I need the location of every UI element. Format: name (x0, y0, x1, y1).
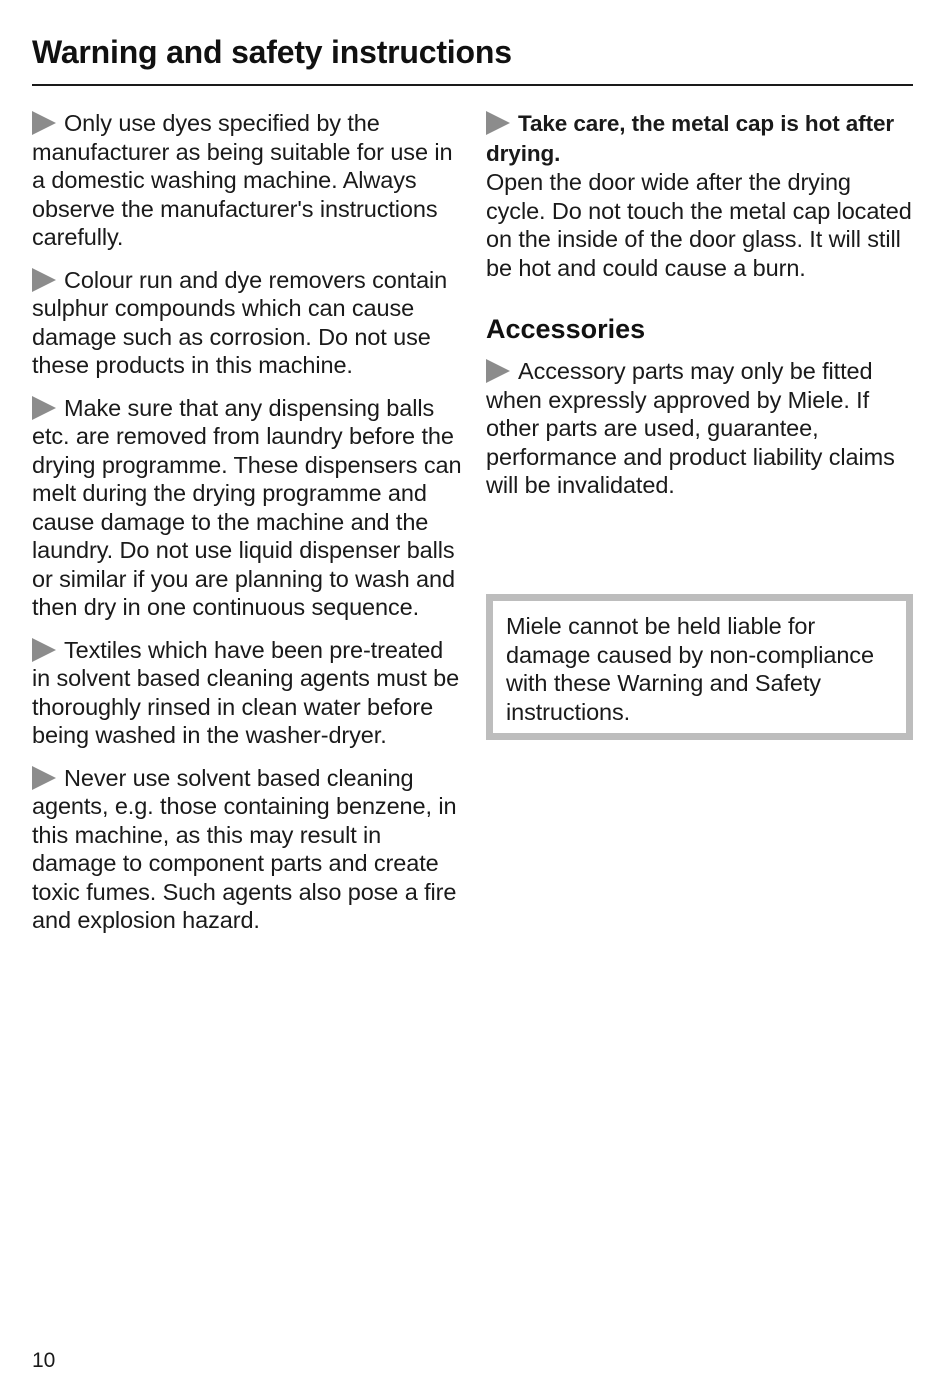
warning-item-dye-removers (32, 266, 462, 380)
warning-item-dispensing-balls (32, 394, 462, 622)
left-column (32, 109, 462, 949)
triangle-right-icon (486, 359, 510, 383)
page-number: 10 (32, 1349, 56, 1372)
triangle-right-icon (32, 268, 56, 292)
warning-item-accessories (486, 357, 914, 500)
warning-item-text: Make sure that any dispensing balls etc. are removed from laundry before the drying programme. These dispensers can melt during the drying programme and cause damage to the machine and the laundry. Do not use liquid dispenser balls or similar if you are planning to wash and then dry in one continuous sequence. (32, 394, 462, 620)
page-title: Warning and safety instructions (32, 34, 512, 70)
accessories-text: Accessory parts may only be fitted when expressly approved by Miele. If other parts are used, guarantee, performance and product liability claims will be invalidated. (486, 358, 895, 498)
triangle-right-icon (486, 111, 510, 135)
warning-item-dyes (32, 109, 462, 252)
right-column (486, 109, 914, 514)
triangle-right-icon (32, 766, 56, 790)
warning-item-solvent-agents (32, 764, 462, 935)
title-divider (32, 84, 913, 86)
warning-item-text: Colour run and dye removers contain sulphur compounds which can cause damage such as corrosion. Do not use these products in this machine. (32, 266, 448, 378)
liability-notice-box (486, 594, 913, 740)
accessories-heading: Accessories (486, 314, 646, 344)
warning-item-pretreated-textiles (32, 636, 462, 750)
hot-cap-heading: Take care, the metal cap is hot after drying. (486, 111, 895, 166)
warning-item-text: Never use solvent based cleaning agents, e.g. those containing benzene, in this machine, as this may result in damage to component parts and create toxic fumes. Such agents also pose a fire and explosion hazard. (32, 764, 457, 933)
warning-item-hot-cap (486, 109, 914, 168)
warning-item-text: Textiles which have been pre-treated in solvent based cleaning agents must be thoroughly rinsed in clean water before being washed in the washer-dryer. (32, 636, 460, 748)
liability-notice-text: Miele cannot be held liable for damage caused by non-compliance with these Warning and Safety instructions. (506, 613, 874, 725)
triangle-right-icon (32, 638, 56, 662)
hot-cap-text: Open the door wide after the drying cycle. Do not touch the metal cap located on the inside of the door glass. It will still be hot and could cause a burn. (486, 169, 912, 281)
warning-item-text: Only use dyes specified by the manufacturer as being suitable for use in a domestic washing machine. Always observe the manufacturer's instructions carefully. (32, 110, 453, 250)
triangle-right-icon (32, 396, 56, 420)
triangle-right-icon (32, 111, 56, 135)
